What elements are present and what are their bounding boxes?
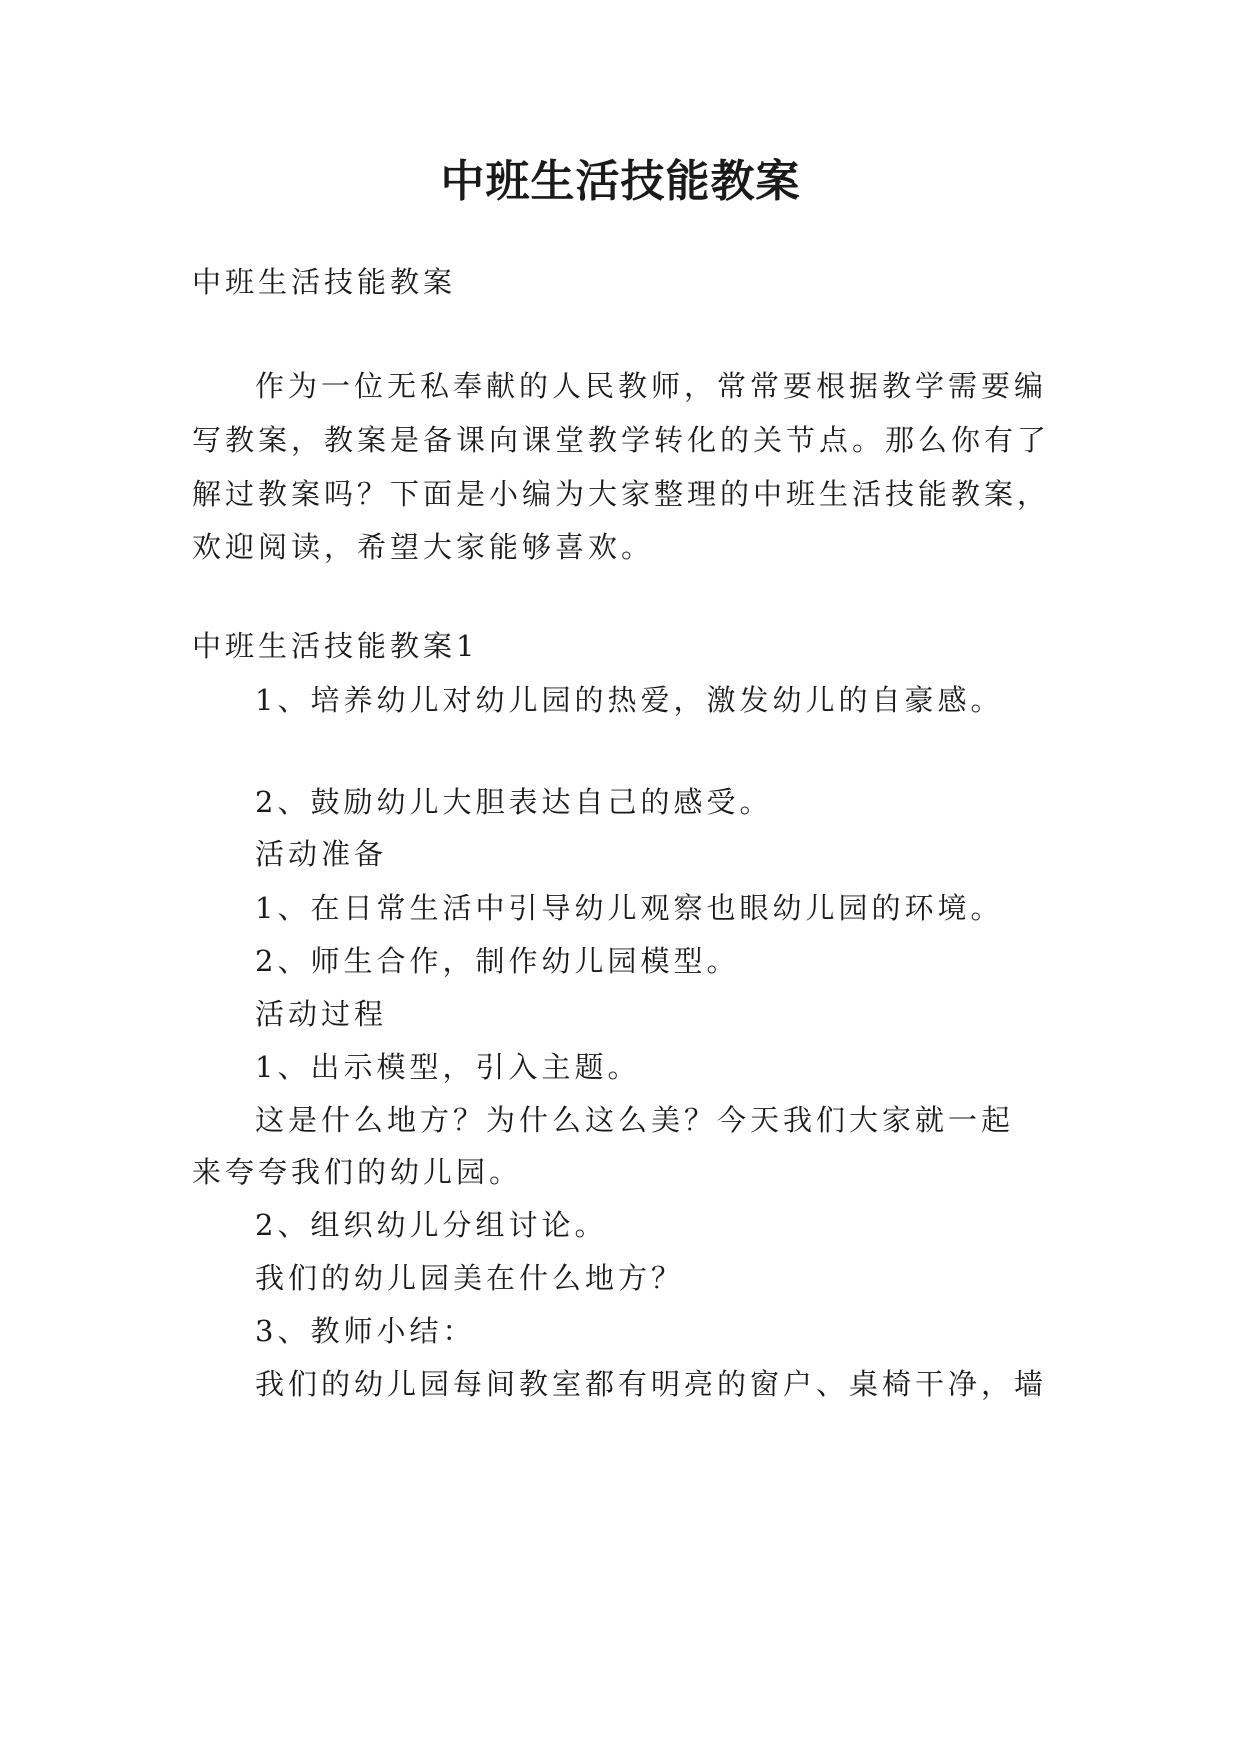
intro-line: 欢迎阅读，希望大家能够喜欢。 [192,530,655,564]
intro-line: 写教案，教案是备课向课堂教学转化的关节点。那么你有了 [192,423,1051,457]
process-text: 这是什么地方？为什么这么美？今天我们大家就一起 [255,1103,1015,1137]
prep-heading: 活动准备 [255,837,388,871]
process-text: 我们的幼儿园美在什么地方？ [255,1261,685,1295]
process-step: 3、教师小结： [255,1314,476,1348]
goal-item: 1、培养幼儿对幼儿园的热爱，激发幼儿的自豪感。 [255,683,1004,717]
goal-item: 2、鼓励幼儿大胆表达自己的感受。 [255,785,773,819]
process-text: 我们的幼儿园每间教室都有明亮的窗户、桌椅干净，墙 [255,1367,1048,1401]
process-text: 来夸夸我们的幼儿园。 [192,1155,523,1189]
intro-line: 解过教案吗？下面是小编为大家整理的中班生活技能教案， [192,477,1051,511]
prep-item: 2、师生合作，制作幼儿园模型。 [255,944,740,978]
section-heading: 中班生活技能教案1 [192,629,479,663]
document-subtitle: 中班生活技能教案 [192,265,457,299]
process-heading: 活动过程 [255,997,388,1031]
process-step: 1、出示模型，引入主题。 [255,1050,641,1084]
prep-item: 1、在日常生活中引导幼儿观察也眼幼儿园的环境。 [255,891,1004,925]
process-step: 2、组织幼儿分组讨论。 [255,1208,608,1242]
intro-line: 作为一位无私奉献的人民教师，常常要根据教学需要编 [255,369,1048,403]
document-title: 中班生活技能教案 [440,156,801,207]
